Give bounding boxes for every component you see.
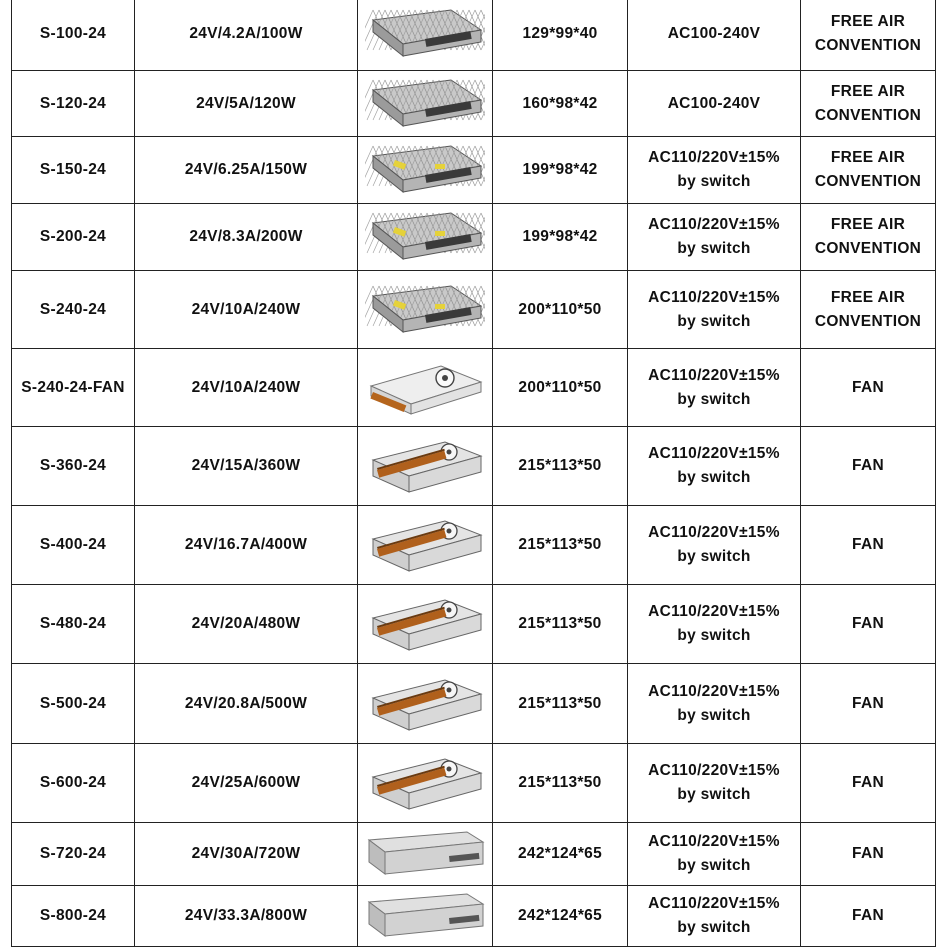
output-cell: 24V/10A/240W [135,349,358,427]
dimensions-cell: 200*110*50 [493,271,628,349]
input-voltage-cell [628,823,801,886]
model-cell: S-100-24 [12,0,135,71]
cooling-line: FREE AIR [830,216,906,233]
output-cell: 24V/30A/720W [135,823,358,886]
input-voltage-line: by switch [677,919,751,936]
output-cell: 24V/20A/480W [135,585,358,664]
cooling-line: FAN [852,907,884,924]
cooling-line: FAN [852,615,884,632]
dimensions-cell: 215*113*50 [493,506,628,585]
cooling-line: CONVENTION [814,173,922,190]
cooling-line: FREE AIR [830,288,906,306]
product-image-cell [358,744,493,823]
input-voltage-line: AC110/220V±15% [648,288,780,306]
input-voltage-line: by switch [677,312,751,330]
model-cell: S-800-24 [12,886,135,947]
input-voltage-cell [628,349,801,427]
spec-table [11,0,936,947]
input-voltage-line: by switch [677,786,751,803]
model-cell: S-360-24 [12,427,135,506]
dimensions-cell: 215*113*50 [493,585,628,664]
cooling-line: FREE AIR [830,13,906,30]
input-voltage-line: AC100-240V [667,25,761,42]
table-row [12,585,936,664]
product-image-cell [358,271,493,349]
dimensions-cell: 215*113*50 [493,664,628,744]
table-row [12,823,936,886]
dimensions-cell: 199*98*42 [493,137,628,204]
input-voltage-line: by switch [677,469,751,486]
input-voltage-line: by switch [677,857,751,874]
dimensions-cell: 242*124*65 [493,823,628,886]
product-image-cell [358,204,493,271]
product-image-cell [358,427,493,506]
input-voltage-cell [628,664,801,744]
output-cell: 24V/8.3A/200W [135,204,358,271]
dimensions-cell: 215*113*50 [493,744,628,823]
input-voltage-line: by switch [677,548,751,565]
input-voltage-line: by switch [677,240,751,257]
dimensions-cell: 242*124*65 [493,886,628,947]
input-voltage-cell [628,585,801,664]
output-cell: 24V/15A/360W [135,427,358,506]
model-cell: S-400-24 [12,506,135,585]
table-row [12,71,936,137]
model-cell: S-120-24 [12,71,135,137]
model-cell: S-150-24 [12,137,135,204]
table-row [12,506,936,585]
input-voltage-line: by switch [677,627,751,644]
cooling-cell [801,0,936,71]
table-row [12,349,936,427]
input-voltage-cell [628,271,801,349]
psu-slim-icon [365,826,485,882]
table-row [12,271,936,349]
table-row [12,886,936,947]
input-voltage-line: AC110/220V±15% [648,524,780,541]
input-voltage-line: AC110/220V±15% [648,682,780,700]
output-cell: 24V/16.7A/400W [135,506,358,585]
model-cell: S-240-24-FAN [12,349,135,427]
dimensions-cell: 160*98*42 [493,71,628,137]
input-voltage-line: AC110/220V±15% [648,833,780,850]
psu-fan-icon [365,517,485,573]
cooling-line: CONVENTION [814,312,922,330]
cooling-cell [801,823,936,886]
cooling-line: FAN [852,457,884,474]
cooling-cell [801,506,936,585]
model-cell: S-200-24 [12,204,135,271]
cooling-cell [801,427,936,506]
product-image-cell [358,664,493,744]
psu-fan-icon [365,596,485,652]
output-cell: 24V/4.2A/100W [135,0,358,71]
product-image-cell [358,71,493,137]
table-row [12,204,936,271]
input-voltage-cell [628,137,801,204]
psu-fan-white-icon [365,360,485,416]
input-voltage-cell [628,744,801,823]
input-voltage-line: by switch [677,390,751,408]
input-voltage-line: AC110/220V±15% [648,366,780,384]
table-row [12,0,936,71]
input-voltage-line: by switch [677,706,751,724]
table-row [12,664,936,744]
product-image-cell [358,886,493,947]
model-cell: S-480-24 [12,585,135,664]
cooling-line: FAN [852,774,884,791]
cooling-cell [801,886,936,947]
product-image-cell [358,349,493,427]
cooling-line: FAN [852,845,884,862]
output-cell: 24V/20.8A/500W [135,664,358,744]
psu-fan-icon [365,676,485,732]
cooling-line: CONVENTION [814,37,922,54]
cooling-cell [801,585,936,664]
table-row [12,427,936,506]
psu-mesh-icon [365,282,485,338]
input-voltage-cell [628,506,801,585]
model-cell: S-240-24 [12,271,135,349]
psu-fan-icon [365,438,485,494]
output-cell: 24V/25A/600W [135,744,358,823]
psu-mesh-icon [365,142,485,198]
output-cell: 24V/5A/120W [135,71,358,137]
input-voltage-cell [628,204,801,271]
cooling-line: FAN [852,694,884,712]
output-cell: 24V/6.25A/150W [135,137,358,204]
psu-mesh-icon [365,209,485,265]
product-image-cell [358,823,493,886]
cooling-cell [801,744,936,823]
dimensions-cell: 200*110*50 [493,349,628,427]
input-voltage-line: AC110/220V±15% [648,149,780,166]
dimensions-cell: 199*98*42 [493,204,628,271]
input-voltage-line: AC110/220V±15% [648,445,780,462]
model-cell: S-720-24 [12,823,135,886]
cooling-line: FREE AIR [830,149,906,166]
table-row [12,137,936,204]
input-voltage-line: by switch [677,173,751,190]
product-image-cell [358,0,493,71]
dimensions-cell: 215*113*50 [493,427,628,506]
cooling-line: FAN [852,378,884,396]
product-image-cell [358,137,493,204]
psu-mesh-small-icon [365,76,485,132]
table-row [12,744,936,823]
cooling-line: FAN [852,536,884,553]
cooling-cell [801,137,936,204]
input-voltage-line: AC110/220V±15% [648,895,780,912]
dimensions-cell: 129*99*40 [493,0,628,71]
input-voltage-line: AC110/220V±15% [648,762,780,779]
cooling-line: CONVENTION [814,106,922,124]
model-cell: S-500-24 [12,664,135,744]
spec-table-body [12,0,936,947]
input-voltage-cell [628,0,801,71]
product-image-cell [358,506,493,585]
cooling-line: CONVENTION [814,240,922,257]
input-voltage-cell [628,71,801,137]
cooling-cell [801,204,936,271]
cooling-cell [801,664,936,744]
output-cell: 24V/10A/240W [135,271,358,349]
psu-slim-icon [365,888,485,944]
input-voltage-cell [628,427,801,506]
input-voltage-cell [628,886,801,947]
product-image-cell [358,585,493,664]
output-cell: 24V/33.3A/800W [135,886,358,947]
input-voltage-line: AC100-240V [667,94,761,112]
psu-fan-icon [365,755,485,811]
cooling-cell [801,349,936,427]
input-voltage-line: AC110/220V±15% [648,603,780,620]
cooling-line: FREE AIR [830,82,906,100]
model-cell: S-600-24 [12,744,135,823]
input-voltage-line: AC110/220V±15% [648,216,780,233]
cooling-cell [801,71,936,137]
cooling-cell [801,271,936,349]
psu-mesh-small-icon [365,6,485,62]
